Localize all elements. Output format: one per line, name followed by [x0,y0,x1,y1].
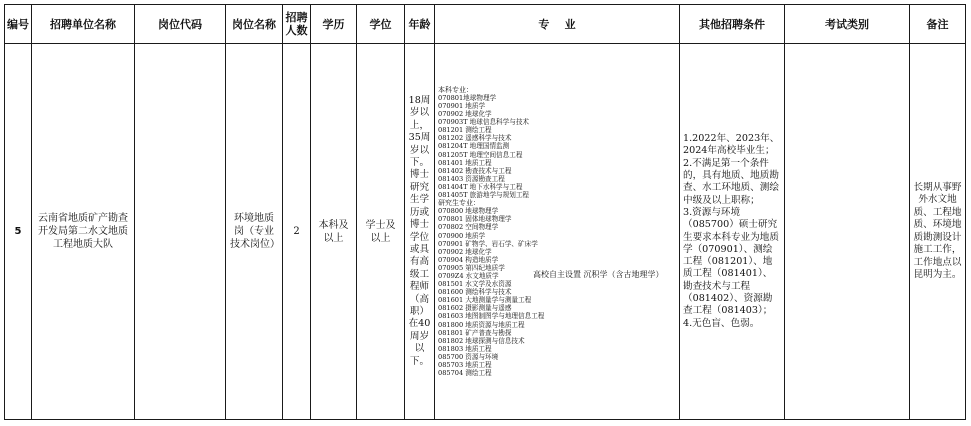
major-item: 081405T 旅游地学与规划工程 [438,191,530,200]
header-degree: 学位 [357,5,405,44]
header-other: 其他招聘条件 [680,5,785,44]
major-item: 070801地球物理学 [438,93,497,102]
major-item: 081201 测绘工程 [438,126,492,135]
major-item: 081402 勘查技术与工程 [438,166,512,175]
major-item: 081802 地球探测与信息技术 [438,336,525,345]
major-item: 081601 大地测量学与测量工程 [438,296,532,305]
table-row [5,44,966,420]
row-post: 环境地质岗（专业技术岗位） [226,44,283,420]
major-item: 研究生专业： [438,199,480,208]
recruitment-table [4,4,966,420]
row-count: 2 [283,44,311,420]
major-note: 高校自主设置 沉积学（含古地理学） [533,270,664,279]
major-item: 本科专业： [438,85,473,94]
row-edu: 本科及以上 [311,44,357,420]
major-item: 081403 资源勘查工程 [438,174,505,183]
major-item: 081603 地图制图学与地理信息工程 [438,312,545,321]
row-remark: 长期从事野外水文地质、工程地质、环境地质勘测设计施工工作，工作地点以昆明为主。 [910,44,966,420]
major-item: 0709Z4 水文地质学 [438,271,499,280]
row-unit: 云南省地质矿产勘查开发局第二水文地质工程地质大队 [32,44,135,420]
major-item: 070902 地球化学 [438,247,492,256]
major-list [435,85,679,378]
major-item: 081600 测绘科学与技术 [438,288,512,297]
row-other-conditions [680,44,785,420]
row-degree: 学士及以上 [357,44,405,420]
major-item: 070900 地质学 [438,231,486,240]
row-major [435,44,680,420]
major-item: 070800 地球物理学 [438,207,499,216]
row-code [135,44,226,420]
condition-item: 1.2022年、2023年、2024年高校毕业生； [683,133,780,157]
header-no: 编号 [5,5,32,44]
header-remark: 备注 [910,5,966,44]
major-item: 081404T 地下水科学与工程 [438,182,523,191]
major-item: 070905 第四纪地质学 [438,263,505,272]
major-item: 081205T 地理空间信息工程 [438,150,523,159]
major-item: 070903T 地球信息科学与技术 [438,118,530,127]
row-exam [785,44,910,420]
row-age: 18周岁以上，35周岁以下。博士研究生学历或博士学位或具有高级工程师（高职）在40周岁以下。 [405,44,435,420]
major-item: 085703 地质工程 [438,361,492,369]
condition-item: 2.不满足第一个条件的，具有地质、地质勘查、水工环地质、测绘中级及以上职称； [683,157,779,206]
major-item: 081602 摄影测量与遥感 [438,304,512,313]
major-item: 081800 地质资源与地质工程 [438,320,525,329]
major-item: 070901 矿物学、岩石学、矿床学 [438,239,538,248]
header-count: 招聘人数 [283,5,311,44]
header-post: 岗位名称 [226,5,283,44]
condition-item: 4.无色盲、色弱。 [683,317,760,329]
major-item: 081401 地质工程 [438,158,492,167]
header-row [5,5,966,44]
major-item: 085704 测绘工程 [438,369,492,378]
major-item: 085700 资源与环境 [438,352,499,361]
header-edu: 学历 [311,5,357,44]
condition-item: 3.资源与环境（085700）硕士研究生要求本科专业为地质学（070901）、测绘工程（081201）、地质工程（081401）、勘查技术与工程（081402）、资源勘查工程（081403）； [683,206,779,317]
major-item: 081501 水文学及水资源 [438,280,512,289]
other-conditions-list [680,133,784,330]
major-item: 081202 遥感科学与技术 [438,134,512,143]
major-item: 081204T 地理国情监测 [438,142,510,151]
header-major: 专 业 [435,5,680,44]
major-item: 081803 地质工程 [438,344,492,353]
major-item: 070904 构造地质学 [438,255,499,264]
header-code: 岗位代码 [135,5,226,44]
header-age: 年龄 [405,5,435,44]
recruitment-table-sheet [4,4,965,420]
major-item: 070901 地质学 [438,102,486,110]
major-item: 070801 固体地球物理学 [438,215,512,224]
major-item: 081801 矿产普查与勘探 [438,328,512,337]
header-exam: 考试类别 [785,5,910,44]
major-item: 070902 地球化学 [438,110,492,119]
major-item: 070802 空间物理学 [438,223,499,232]
row-no: 5 [5,44,32,420]
header-unit: 招聘单位名称 [32,5,135,44]
